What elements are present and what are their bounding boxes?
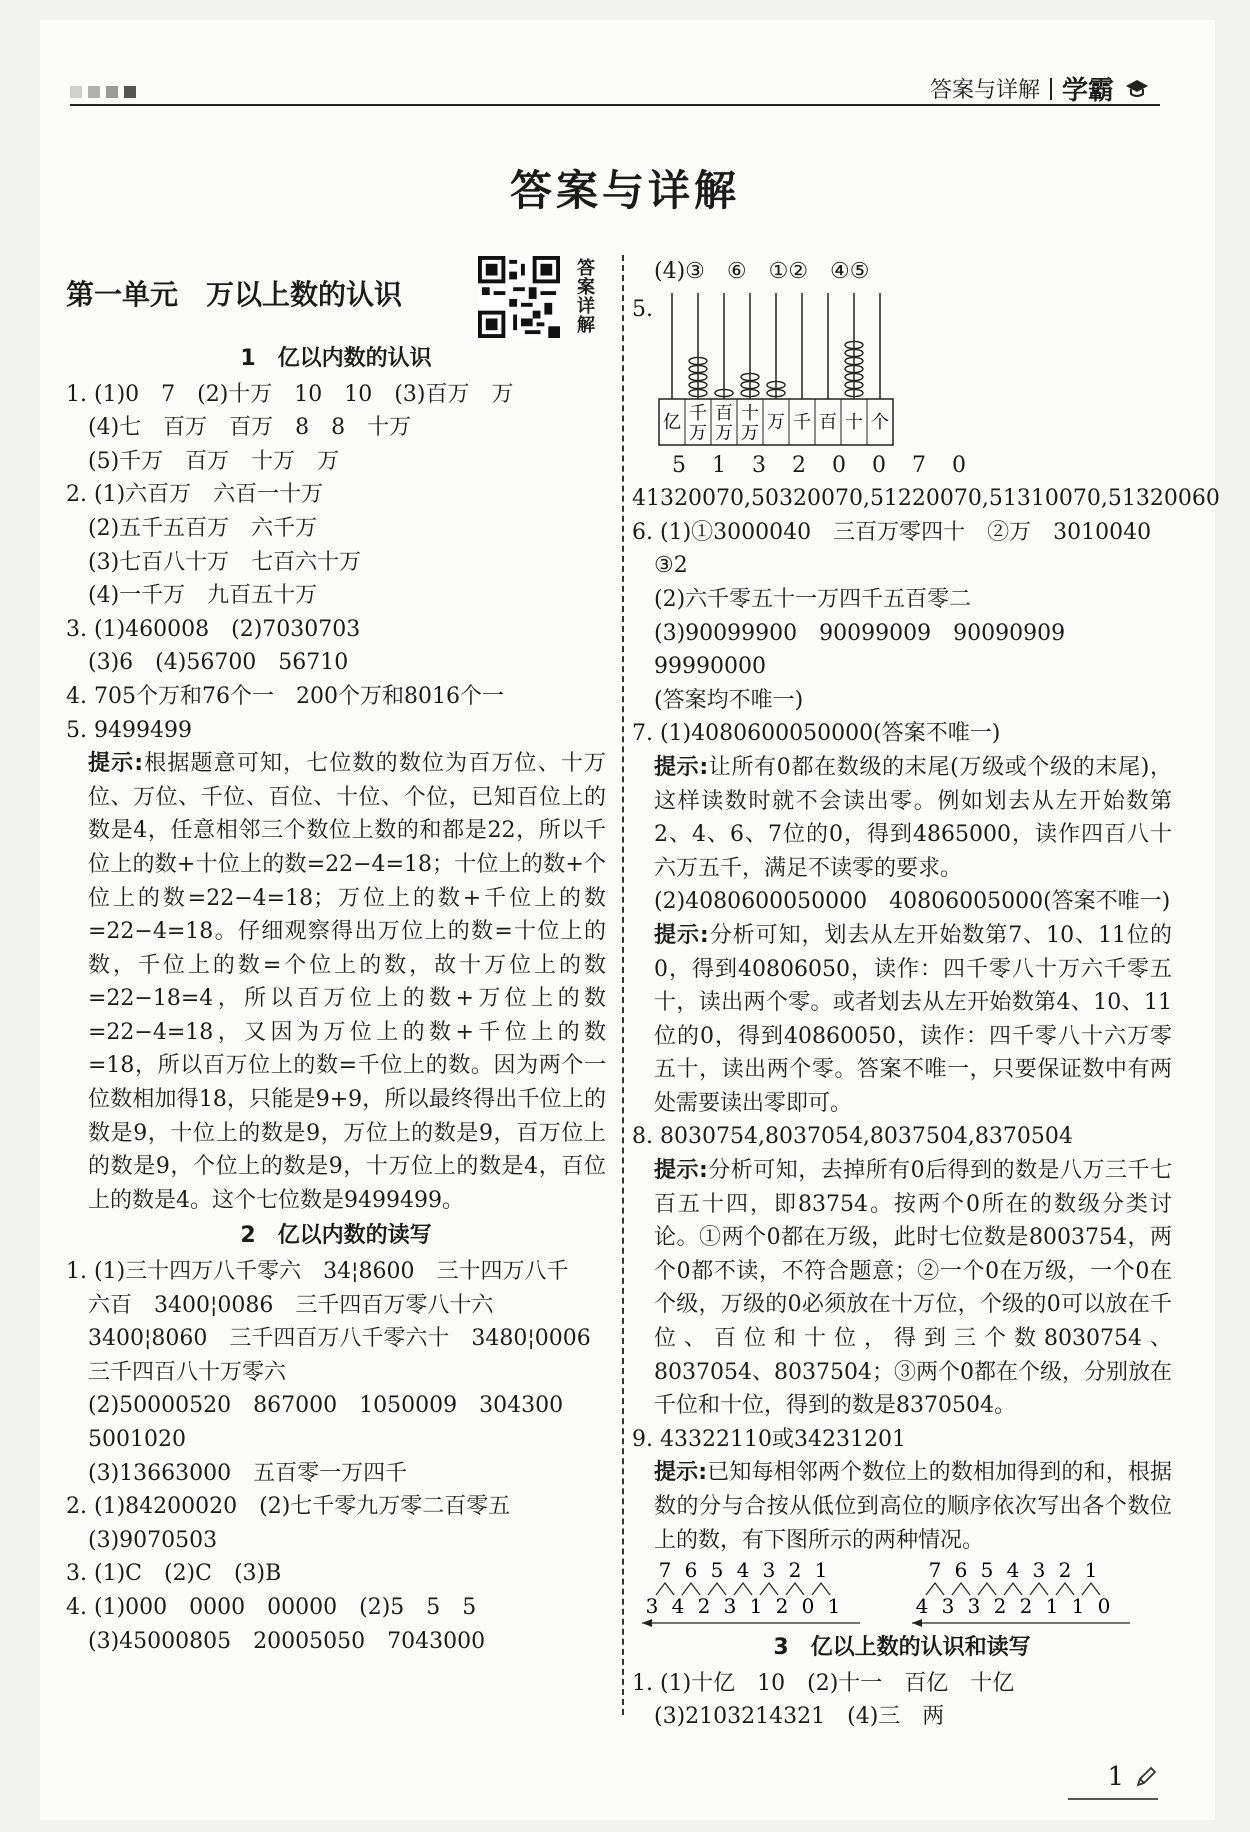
- split-sum-digit: 1: [1084, 1558, 1098, 1583]
- split-result-digit: 1: [749, 1594, 763, 1619]
- abacus-question-number: 5.: [632, 296, 653, 322]
- split-result-digit: 3: [967, 1594, 981, 1619]
- split-result-digit: 0: [1097, 1594, 1111, 1619]
- answer-line: (3)七百八十万 七百六十万: [88, 549, 362, 575]
- header-section-label: 答案与详解: [929, 78, 1040, 103]
- split-arrow-head: [642, 1619, 652, 1627]
- column-divider: [622, 255, 624, 1715]
- answer-line: (2)五千五百万 六千万: [88, 515, 318, 541]
- section-1-title: 1 亿以内数的认识: [240, 346, 432, 371]
- answer-line: 7. (1)4080600050000(答案不唯一): [632, 721, 1001, 747]
- split-result-digit: 0: [801, 1594, 815, 1619]
- qr-label: 答案详解: [574, 258, 595, 334]
- answer-line: 4. (1)000 0000 00000 (2)5 5 5: [66, 1594, 477, 1620]
- answer-line: 5001020: [88, 1427, 186, 1452]
- split-sum-digit: 5: [980, 1558, 994, 1583]
- hint-label: 提示:: [654, 922, 709, 948]
- qr-code-icon[interactable]: [478, 256, 560, 338]
- answer-line: 6. (1)①3000040 三百万零四十 ②万 3010040: [632, 519, 1152, 545]
- split-result-digit: 3: [941, 1594, 955, 1619]
- abacus-place-label: 万: [741, 422, 759, 444]
- split-result-digit: 4: [915, 1594, 929, 1619]
- hint-block: [632, 1154, 1172, 1423]
- split-sum-digit: 6: [954, 1558, 968, 1583]
- split-sum-digit: 2: [788, 1558, 802, 1583]
- split-result-digit: 3: [723, 1594, 737, 1619]
- hint-text: 已知每相邻两个数位上的数相加得到的和，根据数的分与合按从低位到高位的顺序依次写出各个数位上的数，有下图所示的两种情况。: [654, 1460, 1172, 1553]
- answer-line: 3400¦8060 三千四百万八千零六十 3480¦0006: [88, 1326, 591, 1352]
- split-result-digit: 2: [1019, 1594, 1033, 1619]
- hint-text: 根据题意可知，七位数的数位为百万位、十万位、万位、千位、百位、十位、个位，已知百位上的数是4，任意相邻三个数位上数的和都是22，所以千位上的数+十位上的数=22−4=18；十位上的数+个位上的数=22−4=18；万位上的数+千位上的数=22−4=18。仔细观察得出万位上的数=十位上的数，千位上的数=个位上的数，故十万位上的数=22−18=4，所以百万位上的数+万位上的数=22−4=18，又因为万位上的数+千位上的数=18，所以百万位上的数=千位上的数。因为两个一位数相加得18，只能是9+9，所以最终得出千位上的数是9，十位上的数是9，万位上的数是9，百万位上的数是9，个位上的数是9，十万位上的数是4，百位上的数是4。这个七位数是9499499。: [88, 751, 606, 1213]
- hint-text: 让所有0都在数级的末尾(万级或个级的末尾)，这样读数时就不会读出零。例如划去从左开始数第2、4、6、7位的0，得到4865000，读作四百八十六万五千，满足不读零的要求。: [654, 754, 1172, 881]
- answer-line: (3)2103214321 (4)三 两: [654, 1704, 945, 1730]
- split-result-digit: 2: [775, 1594, 789, 1619]
- answer-line: 三千四百八十万零六: [88, 1359, 287, 1385]
- split-result-digit: 1: [827, 1594, 841, 1619]
- split-sum-digit: 7: [658, 1558, 672, 1583]
- hint-block: [66, 747, 606, 1217]
- answer-line: (3)6 (4)56700 56710: [88, 650, 349, 676]
- abacus-diagram: [658, 289, 894, 449]
- abacus-place-label: 千: [793, 411, 811, 433]
- answer-line: 3. (1)C (2)C (3)B: [66, 1561, 282, 1587]
- split-sum-digit: 7: [928, 1558, 942, 1583]
- split-result-digit: 4: [671, 1594, 685, 1619]
- answer-line: (4)③ ⑥ ①② ④⑤: [654, 259, 870, 284]
- split-sum-digit: 3: [762, 1558, 776, 1583]
- left-column: [66, 250, 606, 1658]
- abacus-place-label: 万: [689, 422, 707, 444]
- split-sum-digit: 4: [736, 1558, 750, 1583]
- right-column: [632, 255, 1220, 1734]
- graduation-cap-icon: [1124, 76, 1150, 102]
- hint-label: 提示:: [654, 1158, 708, 1184]
- running-header: [930, 70, 1150, 107]
- page-number-area: [1107, 1762, 1158, 1792]
- section-3-title: 3 亿以上数的认识和读写: [773, 1635, 1031, 1661]
- split-result-digit: 1: [1071, 1594, 1085, 1619]
- unit-heading: [66, 250, 606, 340]
- abacus-place-label: 百: [819, 411, 837, 433]
- answer-line: (3)45000805 20005050 7043000: [88, 1628, 486, 1654]
- hint-text: 分析可知，划去从左开始数第7、10、11位的0，得到40806050，读作：四千零八十万六千零五十，读出两个零。或者划去从左开始数第4、10、11位的0，得到40860050，读作：四千零八十六万零五十，读出两个零。答案不唯一，只要保证数中有两处需要读出零即可。: [654, 922, 1172, 1116]
- answer-line: (5)千万 百万 十万 万: [88, 448, 340, 474]
- answer-line: (2)50000520 867000 1050009 304300: [88, 1393, 564, 1419]
- abacus-place-label: 十: [741, 402, 759, 424]
- split-arrow-head: [912, 1619, 922, 1627]
- answer-line: (3)13663000 五百零一万四千: [88, 1460, 408, 1486]
- answer-line: ③2: [654, 553, 688, 579]
- hint-text: 分析可知，去掉所有0后得到的数是八万三千七百五十四，即83754。按两个0所在的数级分类讨论。①两个0都在万级，此时七位数是8003754，两个0都不读，不符合题意；②一个0在万级，一个0在个级，万级的0必须放在十万位，个级的0可以放在千位、百位和十位，得到三个数8030754、8037054、8037504；③两个0都在个级，分别放在千位和十位，得到的数是8370504。: [654, 1158, 1172, 1419]
- hint-label: 提示:: [654, 754, 709, 780]
- hint-block: [632, 751, 1172, 885]
- answer-line: 1. (1)0 7 (2)十万 10 10 (3)百万 万: [66, 381, 514, 407]
- header-marks: [70, 86, 136, 98]
- answer-line: 4. 705个万和76个一 200个万和8016个一: [66, 683, 504, 709]
- abacus-place-label: 个: [871, 411, 889, 433]
- brand-logo: 学霸: [1061, 76, 1114, 106]
- split-sum-digit: 5: [710, 1558, 724, 1583]
- header-separator: [1050, 78, 1052, 100]
- pencil-icon: [1134, 1765, 1158, 1789]
- split-sum-digit: 2: [1058, 1558, 1072, 1583]
- answer-line: 41320070,50320070,51220070,51310070,51320060: [632, 486, 1220, 512]
- split-sum-digit: 6: [684, 1558, 698, 1583]
- answer-line: (3)9070503: [88, 1527, 218, 1553]
- answer-line: (答案均不唯一): [654, 687, 804, 713]
- answer-line: (2)六千零五十一万四千五百零二: [654, 586, 972, 612]
- abacus-place-label: 千: [689, 402, 707, 424]
- answer-line: 9. 43322110或34231201: [632, 1426, 906, 1452]
- answer-line: (4)七 百万 百万 8 8 十万: [88, 415, 412, 441]
- abacus-place-label: 万: [715, 422, 733, 444]
- page-title: 答案与详解: [509, 166, 740, 215]
- split-sum-digit: 3: [1032, 1558, 1046, 1583]
- answer-line: 8. 8030754,8037054,8037504,8370504: [632, 1124, 1073, 1150]
- page-number: 1: [1107, 1762, 1124, 1792]
- split-result-digit: 3: [645, 1594, 659, 1619]
- abacus-place-label: 万: [767, 411, 785, 433]
- abacus-place-label: 十: [845, 411, 863, 433]
- split-sum-digit: 4: [1006, 1558, 1020, 1583]
- hint-label: 提示:: [654, 1460, 708, 1486]
- hint-block: [632, 919, 1172, 1121]
- section-2-title: 2 亿以内数的读写: [240, 1223, 432, 1249]
- abacus-figure: [632, 289, 1172, 449]
- answer-line: 5. 9499499: [66, 717, 192, 743]
- answer-line: 六百 3400¦0086 三千四百万零八十六: [88, 1292, 494, 1318]
- abacus-place-label: 百: [715, 402, 733, 424]
- hint-label: 提示:: [88, 751, 144, 777]
- page-number-rule: [1068, 1798, 1158, 1800]
- answer-line: 2. (1)84200020 (2)七千零九万零二百零五: [66, 1494, 511, 1520]
- split-result-digit: 1: [1045, 1594, 1059, 1619]
- answer-line: (2)4080600050000 40806005000(答案不唯一): [654, 889, 1171, 915]
- split-result-digit: 2: [993, 1594, 1007, 1619]
- digit-split-diagram: [632, 1557, 1172, 1629]
- digit-split-diagrams: [632, 1557, 1172, 1629]
- split-sum-digit: 1: [814, 1558, 828, 1583]
- split-result-digit: 2: [697, 1594, 711, 1619]
- answer-line: (3)90099900 90099009 90090909 99990000: [654, 620, 1088, 680]
- answer-line: 2. (1)六百万 六百一十万: [66, 482, 324, 508]
- answer-line: 1. (1)三十四万八千零六 34¦8600 三十四万八千: [66, 1259, 569, 1285]
- answer-line: (4)一千万 九百五十万: [88, 583, 318, 609]
- hint-block: [632, 1456, 1172, 1557]
- abacus-digits: 5 1 3 2 0 0 7 0: [672, 452, 968, 478]
- answer-line: 1. (1)十亿 10 (2)十一 百亿 十亿: [632, 1670, 1015, 1696]
- abacus-place-label: 亿: [663, 411, 681, 433]
- unit-title: 第一单元 万以上数的认识: [66, 278, 403, 312]
- answer-line: 3. (1)460008 (2)7030703: [66, 616, 361, 642]
